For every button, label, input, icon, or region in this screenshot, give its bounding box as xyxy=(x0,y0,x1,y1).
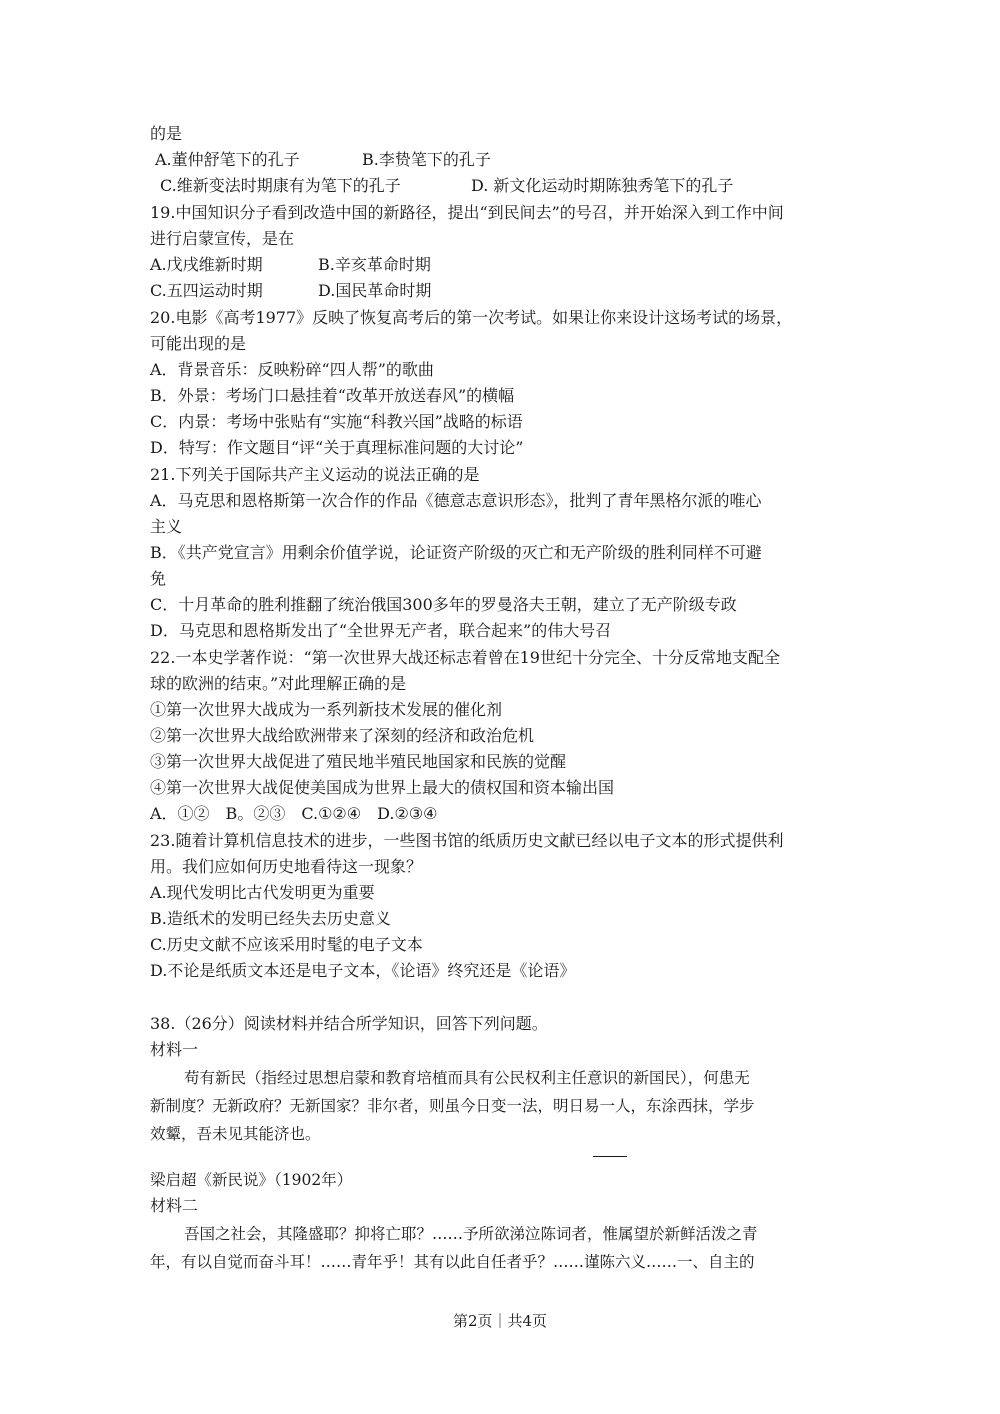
q22-item-1: ①第一次世界大战成为一系列新技术发展的催化剂 xyxy=(150,700,503,719)
q22-stem-line2: 球的欧洲的结束。”对此理解正确的是 xyxy=(150,674,407,693)
q21-option-b-line1: B．《共产党宣言》用剩余价值学说，论证资产阶级的灭亡和无产阶级的胜利同样不可避 xyxy=(150,543,762,562)
q19-stem-line1: 19.中国知识分子看到改造中国的新路径，提出“到民间去”的号召，并开始深入到工作中间 xyxy=(150,203,784,222)
q18-continuation: 的是 xyxy=(150,124,183,143)
q22-stem-line1: 22.一本史学著作说：“第一次世界大战还标志着曾在19世纪十分完全、十分反常地支配全 xyxy=(150,648,780,667)
q23-option-b: B.造纸术的发明已经失去历史意义 xyxy=(150,909,391,928)
q22-item-4: ④第一次世界大战促使美国成为世界上最大的债权国和资本输出国 xyxy=(150,778,615,797)
material-2-line2: 年，有以自觉而奋斗耳！……青年乎！其有以此自任者乎？……谨陈六义……一、自主的 xyxy=(150,1253,755,1271)
q23-option-a: A.现代发明比古代发明更为重要 xyxy=(150,883,375,902)
q21-option-c: C．十月革命的胜利推翻了统治俄国300多年的罗曼洛夫王朝，建立了无产阶级专政 xyxy=(150,595,737,614)
q22-options: A．①② B。②③ C.①②④ D.②③④ xyxy=(150,804,438,823)
q18-option-c: C.维新变法时期康有为笔下的孔子 xyxy=(160,176,401,195)
q19-option-a: A.戊戌维新时期 xyxy=(150,255,263,274)
q21-option-d: D．马克思和恩格斯发出了“全世界无产者，联合起来”的伟大号召 xyxy=(150,621,612,640)
q19-option-c: C.五四运动时期 xyxy=(150,281,263,300)
q23-stem-line2: 用。我们应如何历史地看待这一现象？ xyxy=(150,857,423,876)
q20-stem-line2: 可能出现的是 xyxy=(150,334,247,353)
page-footer: 第2页｜共4页 xyxy=(452,1312,548,1330)
material-1-line3: 效颦，吾未见其能济也。 xyxy=(150,1125,321,1143)
material-1-line1: 苟有新民（指经过思想启蒙和教育培植而具有公民权利主任意识的新国民），何患无 xyxy=(184,1069,750,1087)
q21-option-b-line2: 免 xyxy=(150,569,167,588)
material-2-line1: 吾国之社会，其隆盛耶？抑将亡耶？……予所欲涕泣陈词者，惟属望於新鲜活泼之青 xyxy=(184,1225,758,1243)
q21-option-a-line1: A．马克思和恩格斯第一次合作的作品《德意志意识形态》，批判了青年黑格尔派的唯心 xyxy=(150,491,762,510)
q20-option-c: C．内景：考场中张贴有“实施“科教兴国”战略的标语 xyxy=(150,412,523,431)
material-1-line2: 新制度？无新政府？无新国家？非尔者，则虽今日变一法，明日易一人，东涂西抹，学步 xyxy=(150,1097,755,1115)
q19-stem-line2: 进行启蒙宣传，是在 xyxy=(150,229,295,248)
q20-option-a: A．背景音乐：反映粉碎“四人帮”的歌曲 xyxy=(150,360,434,379)
material-1-source: 梁启超《新民说》（1902年） xyxy=(150,1171,353,1189)
q20-option-d: D．特写：作文题目“评“关于真理标准问题的大讨论” xyxy=(150,438,524,457)
q21-option-a-line2: 主义 xyxy=(150,517,183,536)
q19-option-b: B.辛亥革命时期 xyxy=(318,255,431,274)
q38-intro: 38.（26分）阅读材料并结合所学知识，回答下列问题。 xyxy=(150,1014,548,1033)
material-1-title: 材料一 xyxy=(150,1040,199,1059)
q18-option-b: B.李贽笔下的孔子 xyxy=(362,150,491,169)
q20-stem-line1: 20.电影《高考1977》反映了恢复高考后的第一次考试。如果让你来设计这场考试的场景， xyxy=(150,308,793,327)
q23-option-d: D.不论是纸质文本还是电子文本，《论语》终究还是《论语》 xyxy=(150,961,576,980)
material-2-title: 材料二 xyxy=(150,1196,199,1215)
q22-item-3: ③第一次世界大战促进了殖民地半殖民地国家和民族的觉醒 xyxy=(150,752,567,771)
q18-option-a: A.董仲舒笔下的孔子 xyxy=(155,150,300,169)
q20-option-b: B．外景：考场门口悬挂着“改革开放送春风”的横幅 xyxy=(150,386,515,405)
q19-option-d: D.国民革命时期 xyxy=(318,281,432,300)
q22-item-2: ②第一次世界大战给欧洲带来了深刻的经济和政治危机 xyxy=(150,726,535,745)
source-dash xyxy=(593,1156,627,1157)
q18-option-d: D. 新文化运动时期陈独秀笔下的孔子 xyxy=(471,176,734,195)
q21-stem: 21.下列关于国际共产主义运动的说法正确的是 xyxy=(150,465,480,484)
q23-stem-line1: 23.随着计算机信息技术的进步，一些图书馆的纸质历史文献已经以电子文本的形式提供利 xyxy=(150,831,784,850)
q23-option-c: C.历史文献不应该采用时髦的电子文本 xyxy=(150,935,423,954)
